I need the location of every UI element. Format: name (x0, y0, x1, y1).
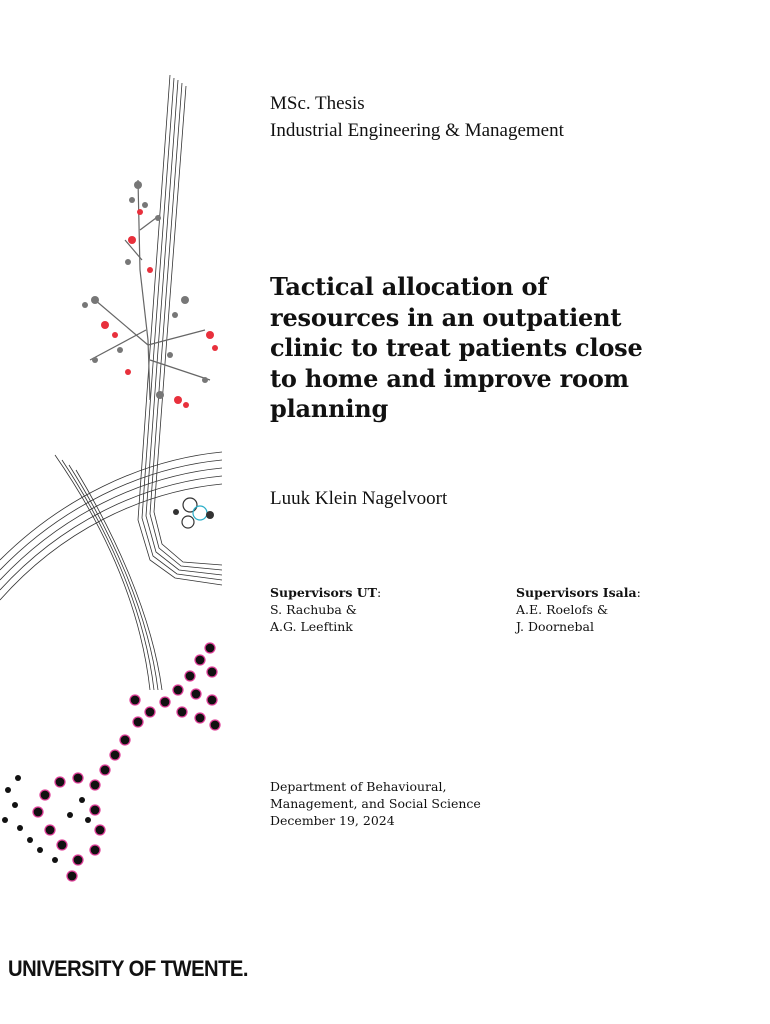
pink-dot-path (33, 643, 220, 881)
degree-program: Industrial Engineering & Management (270, 120, 564, 141)
date: December 19, 2024 (270, 813, 395, 828)
supervisors-isala (516, 584, 641, 635)
title-line: to home and improve room (270, 363, 629, 393)
title-line: clinic to treat patients close (270, 333, 643, 362)
degree-block (270, 90, 564, 144)
supervisor-name: A.G. Leeftink (270, 619, 353, 634)
title-line: Tactical allocation of (270, 272, 548, 301)
university-logo: UNIVERSITY OF TWENTE. (8, 956, 248, 981)
heading-colon: : (376, 585, 382, 600)
department-line: Management, and Social Science (270, 796, 481, 811)
small-circles-cluster (173, 498, 214, 528)
supervisor-name: A.E. Roelofs & (516, 602, 609, 617)
thesis-title (270, 272, 660, 425)
supervisors-ut-heading: Supervisors UT (270, 585, 377, 600)
degree-type: MSc. Thesis (270, 93, 365, 114)
department-date-block (270, 778, 481, 829)
plant-leaves-red (101, 209, 218, 408)
vertical-lines (138, 75, 222, 585)
author-name: Luuk Klein Nagelvoort (270, 488, 448, 509)
cover-illustration (0, 0, 230, 900)
supervisor-name: S. Rachuba & (270, 602, 357, 617)
title-line: planning (270, 394, 389, 423)
plant-branches (90, 180, 210, 400)
supervisors-isala-heading: Supervisors Isala (516, 585, 637, 600)
department-line: Department of Behavioural, (270, 779, 447, 794)
supervisor-name: J. Doornebal (516, 619, 594, 634)
title-line: resources in an outpatient (270, 302, 622, 332)
supervisors-ut (270, 584, 381, 635)
heading-colon: : (636, 585, 641, 600)
black-dot-path (2, 775, 91, 863)
plant-leaves-gray (82, 181, 208, 399)
